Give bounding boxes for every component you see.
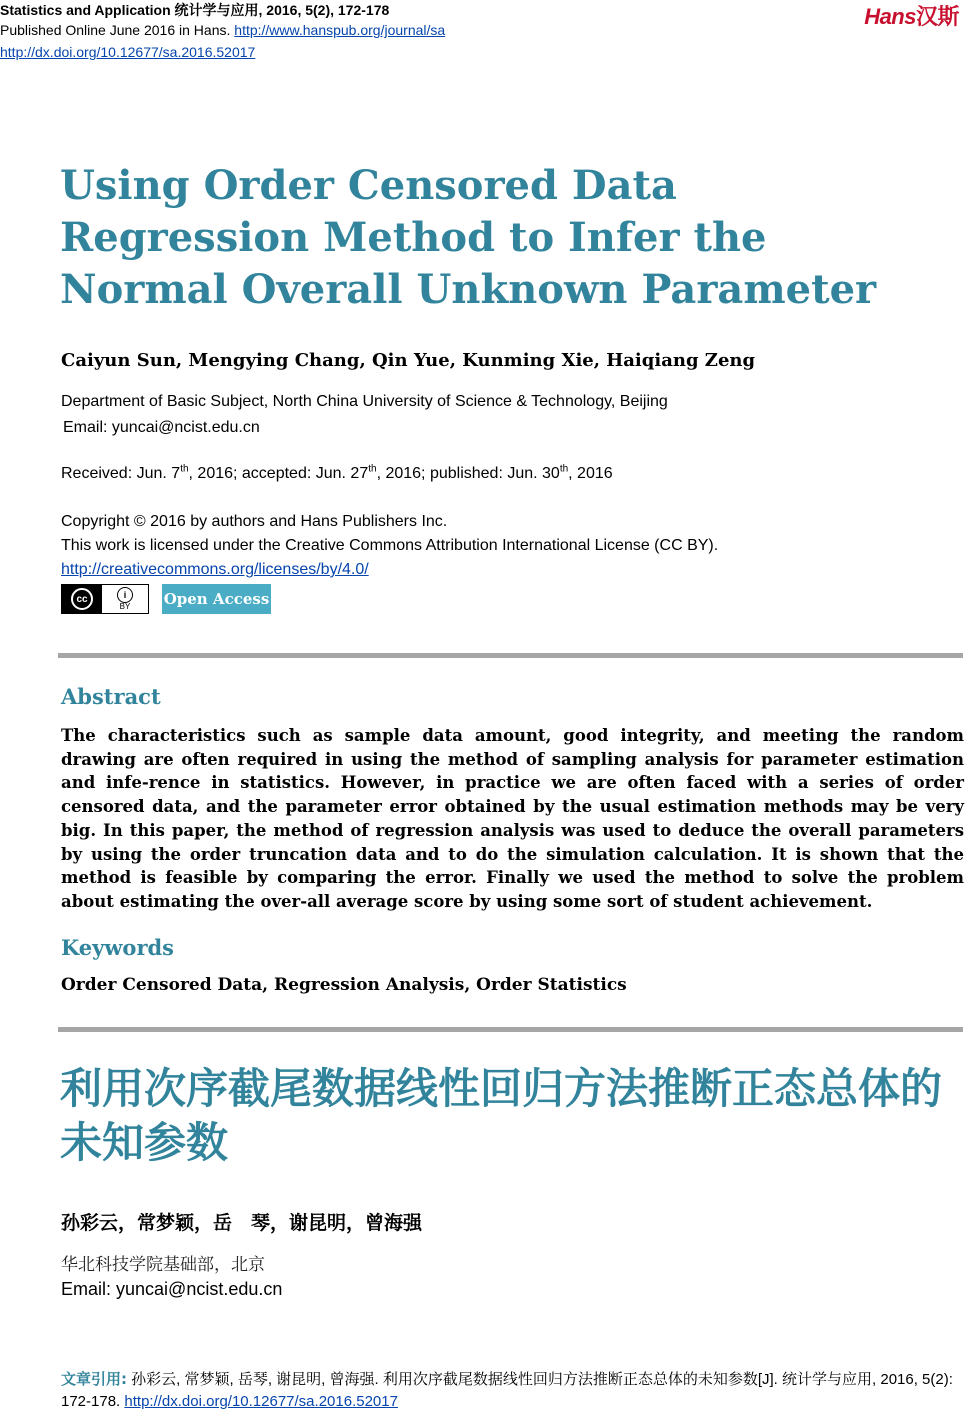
received-date: Received: Jun. 7	[61, 465, 181, 482]
paper-title-cn: 利用次序截尾数据线性回归方法推断正态总体的未知参数	[60, 1064, 943, 1167]
cc-right	[102, 585, 148, 613]
license-line: This work is licensed under the Creative Commons Attribution International License (CC BY).	[61, 537, 719, 554]
email-en: Email: yuncai@ncist.edu.cn	[63, 419, 260, 436]
journal-name: Statistics and Application	[0, 2, 171, 18]
published-date: , 2016; published: Jun. 30	[376, 465, 560, 482]
affiliation-cn: 华北科技学院基础部，北京	[61, 1255, 265, 1275]
by-label: BY	[119, 602, 131, 611]
license-url-line	[61, 560, 369, 580]
hans-logo	[864, 0, 959, 31]
published-prefix: Published Online June 2016 in Hans.	[0, 22, 231, 38]
divider-bottom	[58, 1027, 963, 1032]
cc-left	[62, 585, 102, 613]
citation-label: 文章引用:	[61, 1370, 127, 1388]
citation-block	[61, 1368, 965, 1413]
email-cn: Email: yuncai@ncist.edu.cn	[61, 1279, 283, 1299]
doi-link[interactable]: http://dx.doi.org/10.12677/sa.2016.52017	[0, 44, 256, 60]
keywords-heading: Keywords	[61, 935, 175, 960]
cc-icon: cc	[71, 588, 93, 610]
received-sup: th	[180, 463, 189, 475]
affiliation-en: Department of Basic Subject, North China University of Science & Technology, Beijing	[61, 393, 668, 410]
journal-volume: , 2016, 5(2), 172-178	[258, 2, 390, 18]
paper-title-en: Using Order Censored Data Regression Method to Infer the Normal Overall Unknown Parameter	[60, 162, 877, 313]
abstract-heading: Abstract	[61, 684, 161, 709]
cc-by-badge[interactable]	[61, 584, 149, 614]
accepted-sup: th	[368, 463, 377, 475]
journal-name-cn: 统计学与应用	[174, 2, 259, 18]
keywords-text: Order Censored Data, Regression Analysis, Order Statistics	[61, 975, 627, 995]
journal-link[interactable]: http://www.hanspub.org/journal/sa	[234, 22, 446, 38]
accepted-date: , 2016; accepted: Jun. 27	[188, 465, 369, 482]
published-sup: th	[559, 463, 569, 475]
open-access-badge[interactable]: Open Access	[162, 584, 271, 614]
dates-line	[61, 464, 613, 484]
attribution-icon: i	[117, 587, 133, 603]
logo-latin: Hans	[864, 4, 916, 29]
copyright-line: Copyright © 2016 by authors and Hans Publishers Inc.	[61, 513, 448, 530]
divider-top	[58, 653, 963, 658]
citation-doi-link[interactable]: http://dx.doi.org/10.12677/sa.2016.52017	[124, 1393, 398, 1410]
doi-line	[0, 42, 255, 62]
license-link[interactable]: http://creativecommons.org/licenses/by/4.0/	[61, 561, 369, 578]
authors-en: Caiyun Sun, Mengying Chang, Qin Yue, Kunming Xie, Haiqiang Zeng	[61, 350, 756, 371]
citation-text: 孙彩云, 常梦颖, 岳琴, 谢昆明, 曾海强. 利用次序截尾数据线性回归方法推断正态总体的未知参数[J]. 统计学与应用, 2016, 5(2): 172-178.	[61, 1371, 953, 1410]
journal-header-line	[0, 0, 389, 20]
authors-cn: 孙彩云，常梦颖，岳 琴，谢昆明，曾海强	[61, 1212, 423, 1234]
published-line	[0, 20, 445, 40]
year-tail: , 2016	[568, 465, 613, 482]
logo-cn: 汉斯	[915, 5, 959, 30]
abstract-text: The characteristics such as sample data amount, good integrity, and meeting the random drawing are often required in using the method of sampling analysis for parameter estimation and infe-rence in statistics. However, in practice we are often faced with a series of order censored data, and the parameter error obtained by the usual estimation methods may be very big. In this paper, the method of regression analysis was used to deduce the overall parameters by using the order truncation data and to do the simulation calculation. It is shown that the method is feasible by comparing the error. Finally we used the method to solve the problem about estimating the over-all average score by using some sort of student achievement.	[61, 726, 964, 911]
